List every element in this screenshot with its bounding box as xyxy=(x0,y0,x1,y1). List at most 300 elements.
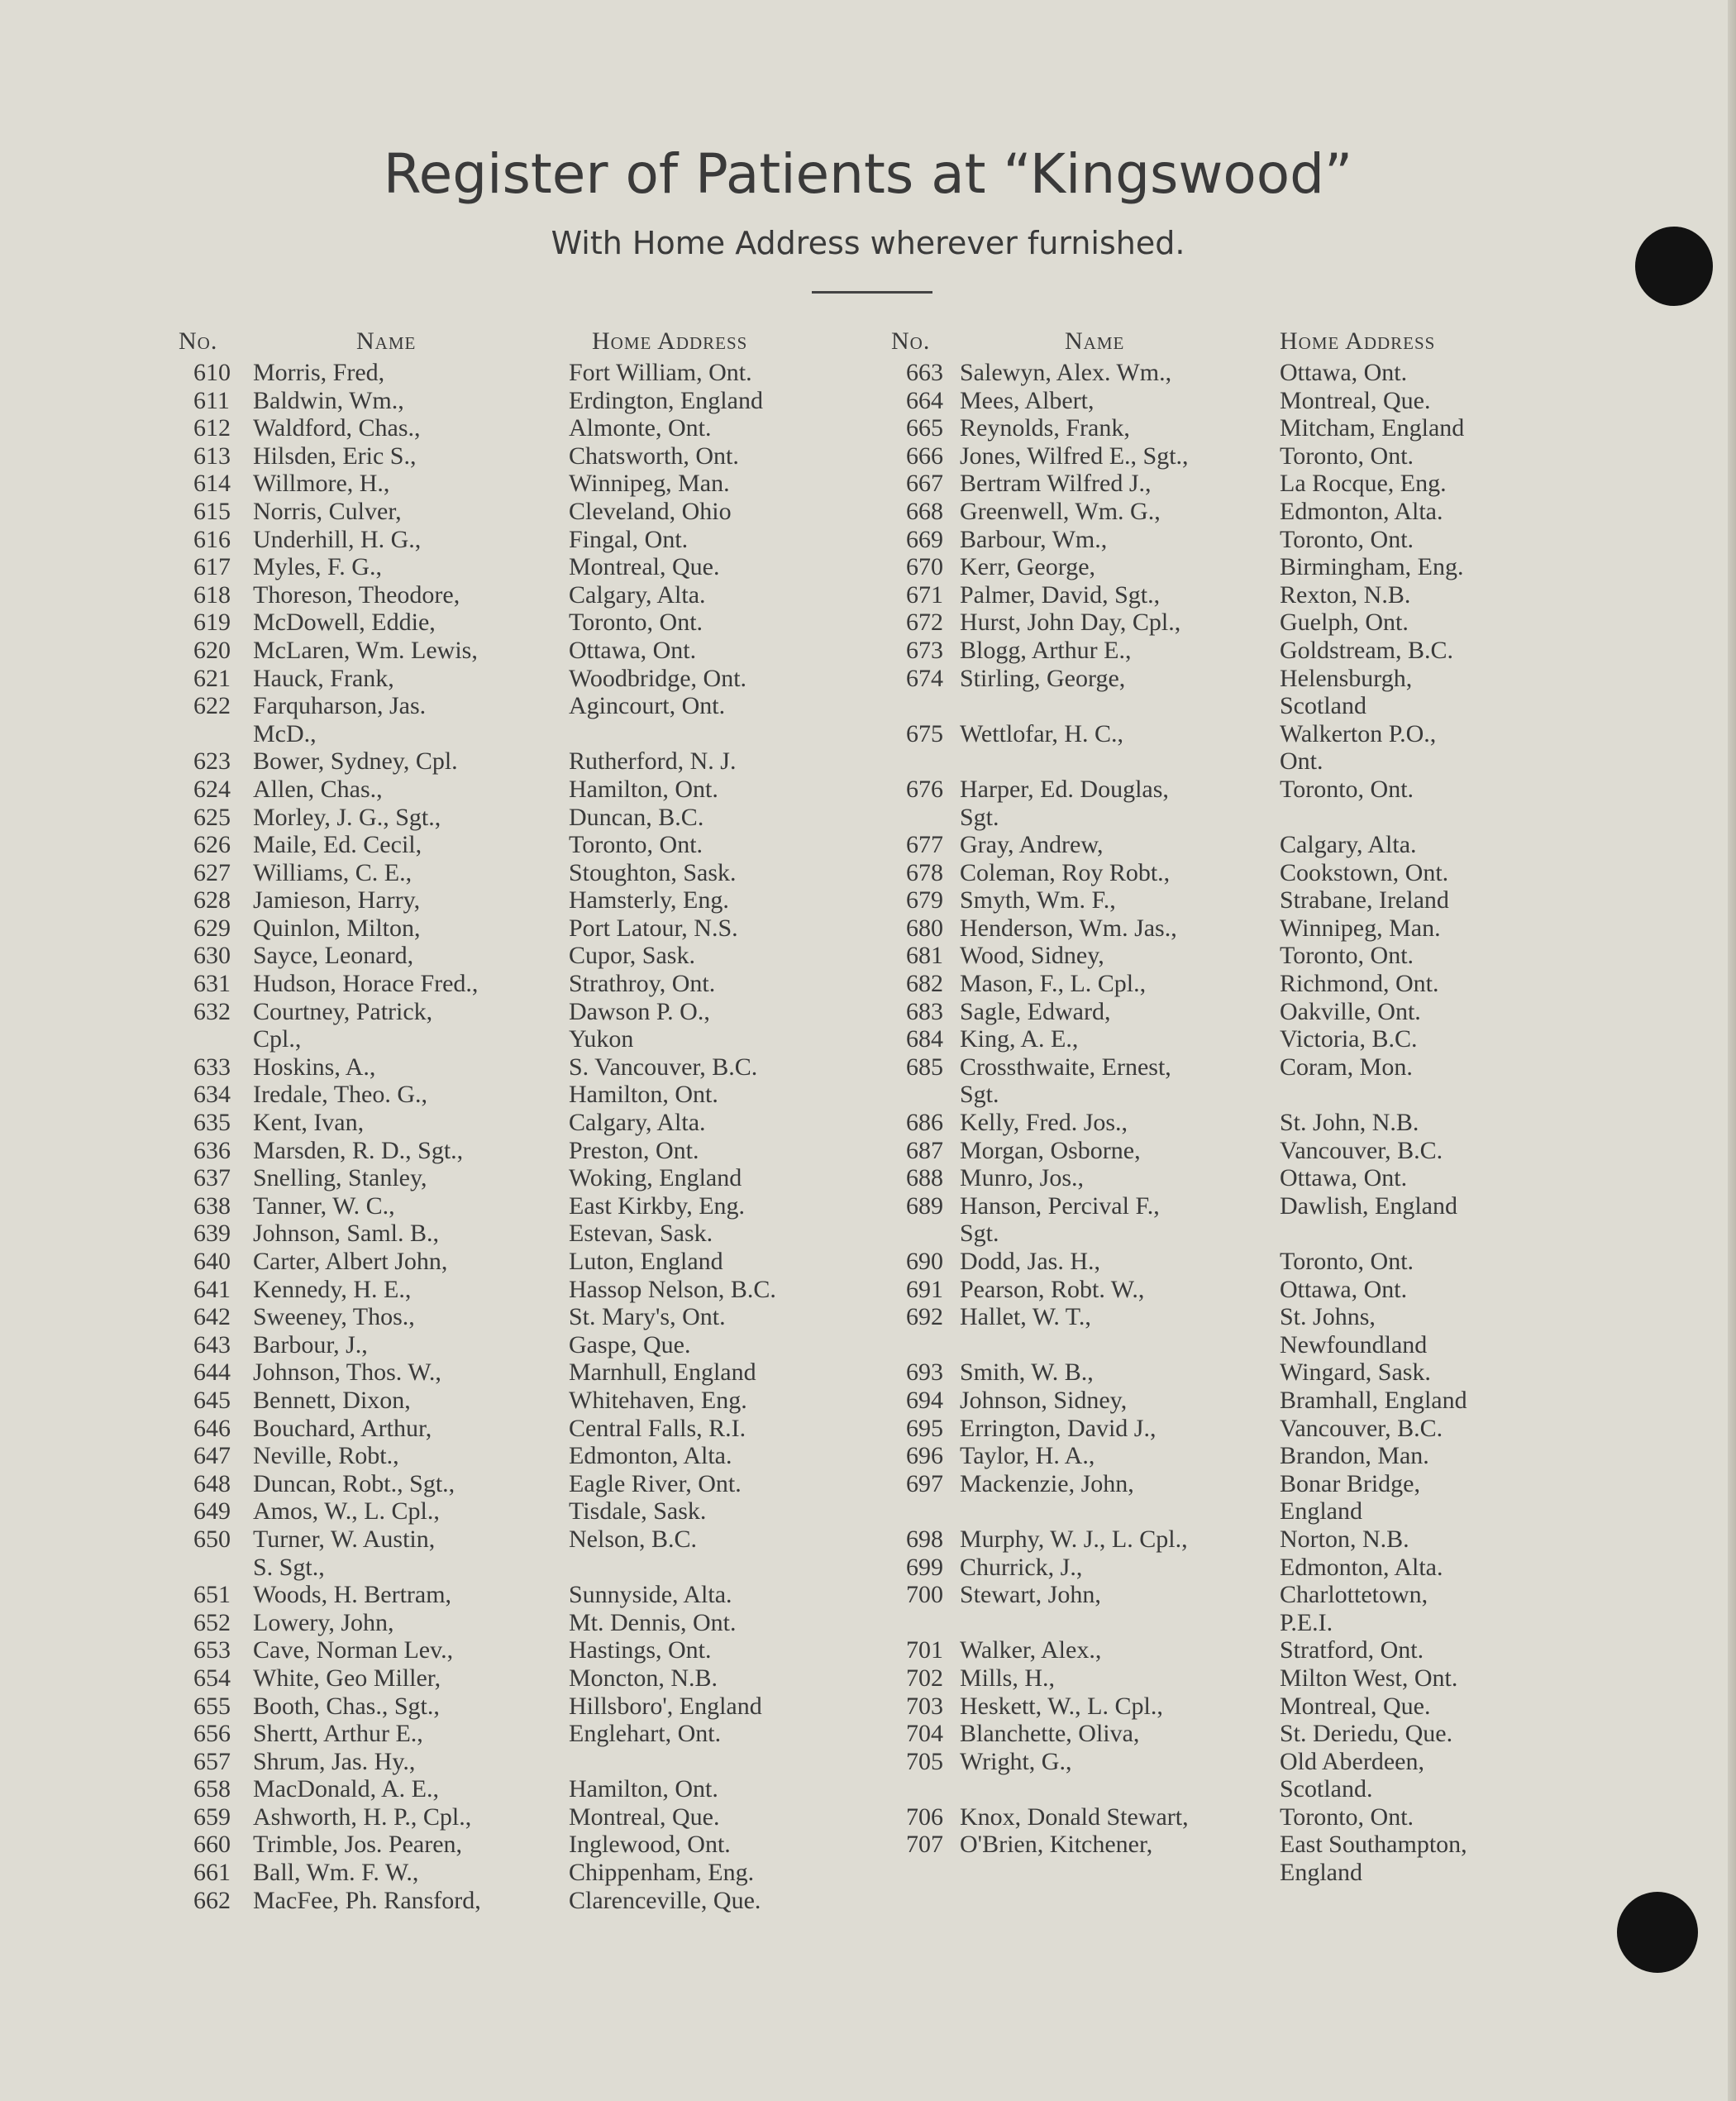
entry-number: 663 xyxy=(906,359,943,386)
register-entry xyxy=(891,526,1619,554)
register-entry xyxy=(179,914,906,943)
home-address: St. Mary's, Ont. xyxy=(569,1303,726,1331)
register-entry xyxy=(179,1164,906,1192)
register-entry xyxy=(179,831,906,859)
entry-number: 684 xyxy=(906,1025,943,1053)
home-address: Nelson, B.C. xyxy=(569,1525,698,1553)
patient-name: Carter, Albert John, xyxy=(253,1248,448,1275)
home-address: Coram, Mon. xyxy=(1280,1053,1413,1081)
patient-name: Jones, Wilfred E., Sgt., xyxy=(960,442,1189,470)
entry-number: 621 xyxy=(193,664,231,692)
home-address: Ottawa, Ont. xyxy=(569,636,697,664)
register-entry xyxy=(179,1497,906,1526)
patient-name: Lowery, John, xyxy=(253,1608,394,1636)
patient-name: Hanson, Percival F., Sgt. xyxy=(960,1191,1160,1248)
patient-name: Salewyn, Alex. Wm., xyxy=(960,359,1172,386)
register-entry xyxy=(179,1387,906,1415)
register-entry xyxy=(179,637,906,665)
entry-number: 611 xyxy=(193,386,230,414)
entry-number: 657 xyxy=(193,1747,231,1775)
patient-name: Reynolds, Frank, xyxy=(960,414,1130,442)
entry-number: 672 xyxy=(906,609,943,637)
register-entry xyxy=(179,776,906,804)
patient-name: Hallet, W. T., xyxy=(960,1303,1091,1331)
patient-name: Hoskins, A., xyxy=(253,1053,376,1081)
home-address: Helensburgh, Scotland xyxy=(1280,664,1413,720)
patient-name: Bower, Sydney, Cpl. xyxy=(253,747,458,776)
entry-number: 615 xyxy=(193,497,231,525)
patient-name: Morley, J. G., Sgt., xyxy=(253,803,441,831)
register-entry xyxy=(891,970,1619,998)
entry-number: 618 xyxy=(193,580,231,609)
column-header xyxy=(891,327,1619,359)
patient-name: Dodd, Jas. H., xyxy=(960,1248,1100,1275)
entry-number: 677 xyxy=(906,831,943,859)
patient-name: Cave, Norman Lev., xyxy=(253,1636,454,1664)
entry-number: 706 xyxy=(906,1803,943,1831)
register-entry xyxy=(179,387,906,415)
register-entry xyxy=(179,1470,906,1498)
patient-name: Stirling, George, xyxy=(960,664,1126,692)
register-entries xyxy=(179,359,906,1914)
entry-number: 654 xyxy=(193,1664,231,1692)
register-entry xyxy=(179,665,906,693)
register-entry xyxy=(179,1331,906,1359)
register-entry xyxy=(179,470,906,498)
entry-number: 628 xyxy=(193,886,231,914)
patient-name: Murphy, W. J., L. Cpl., xyxy=(960,1525,1188,1553)
register-entry xyxy=(891,1358,1619,1387)
patient-name: Errington, David J., xyxy=(960,1414,1157,1442)
home-address: Montreal, Que. xyxy=(569,1803,720,1831)
register-entry xyxy=(179,609,906,637)
register-entry xyxy=(891,1164,1619,1192)
patient-name: Snelling, Stanley, xyxy=(253,1164,427,1192)
entry-number: 638 xyxy=(193,1191,231,1220)
home-address: Victoria, B.C. xyxy=(1280,1025,1418,1053)
register-entry xyxy=(179,804,906,832)
home-address: St. Deriedu, Que. xyxy=(1280,1720,1453,1748)
register-entry xyxy=(179,1358,906,1387)
header-name: Name xyxy=(1065,327,1125,355)
register-entry xyxy=(891,859,1619,887)
home-address: Stoughton, Sask. xyxy=(569,858,737,886)
patient-name: Johnson, Saml. B., xyxy=(253,1220,440,1248)
patient-name: Johnson, Sidney, xyxy=(960,1386,1128,1414)
register-entry xyxy=(179,1442,906,1470)
register-entry xyxy=(891,1581,1619,1636)
home-address: Bonar Bridge, England xyxy=(1280,1469,1420,1526)
home-address: Dawson P. O., Yukon xyxy=(569,997,710,1053)
patient-name: Mees, Albert, xyxy=(960,386,1095,414)
patient-name: Duncan, Robt., Sgt., xyxy=(253,1469,455,1497)
patient-name: Jamieson, Harry, xyxy=(253,886,421,914)
home-address: Almonte, Ont. xyxy=(569,414,712,442)
register-entry xyxy=(891,1192,1619,1248)
entry-number: 707 xyxy=(906,1831,943,1859)
home-address: Montreal, Que. xyxy=(1280,386,1431,414)
home-address: Milton West, Ont. xyxy=(1280,1664,1458,1692)
register-entry xyxy=(891,998,1619,1026)
register-entry xyxy=(891,1470,1619,1526)
entry-number: 652 xyxy=(193,1608,231,1636)
entry-number: 694 xyxy=(906,1386,943,1414)
register-entry xyxy=(891,886,1619,914)
register-entry xyxy=(179,1109,906,1137)
entry-number: 691 xyxy=(906,1275,943,1303)
entry-number: 651 xyxy=(193,1581,231,1609)
patient-name: Smith, W. B., xyxy=(960,1358,1094,1387)
register-entry xyxy=(179,1775,906,1803)
patient-name: Blanchette, Oliva, xyxy=(960,1720,1140,1748)
patient-name: Henderson, Wm. Jas., xyxy=(960,914,1177,942)
patient-name: Shertt, Arthur E., xyxy=(253,1720,423,1748)
patient-name: Crossthwaite, Ernest, Sgt. xyxy=(960,1053,1171,1109)
register-entry xyxy=(891,470,1619,498)
patient-name: Trimble, Jos. Pearen, xyxy=(253,1831,463,1859)
entry-number: 702 xyxy=(906,1664,943,1692)
entry-number: 641 xyxy=(193,1275,231,1303)
header-no: No. xyxy=(179,327,218,355)
home-address: Woking, England xyxy=(569,1164,742,1192)
home-address: Cleveland, Ohio xyxy=(569,497,732,525)
entry-number: 700 xyxy=(906,1581,943,1609)
home-address: St. John, N.B. xyxy=(1280,1109,1419,1137)
entry-number: 675 xyxy=(906,719,943,747)
patient-name: Baldwin, Wm., xyxy=(253,386,404,414)
page-edge xyxy=(1728,0,1736,2101)
home-address: Birmingham, Eng. xyxy=(1280,553,1464,581)
register-entry xyxy=(179,1636,906,1664)
register-entry xyxy=(179,1248,906,1276)
patient-name: Mason, F., L. Cpl., xyxy=(960,970,1147,998)
register-entry xyxy=(891,1276,1619,1304)
home-address: Preston, Ont. xyxy=(569,1136,699,1164)
home-address: Calgary, Alta. xyxy=(569,1109,706,1137)
home-address: Toronto, Ont. xyxy=(1280,442,1414,470)
patient-name: Booth, Chas., Sgt., xyxy=(253,1692,440,1720)
entry-number: 695 xyxy=(906,1414,943,1442)
home-address: Brandon, Man. xyxy=(1280,1442,1429,1470)
register-entry xyxy=(891,1303,1619,1358)
entry-number: 646 xyxy=(193,1414,231,1442)
home-address: Gaspe, Que. xyxy=(569,1330,691,1358)
patient-name: Kent, Ivan, xyxy=(253,1109,365,1137)
patient-name: Ball, Wm. F. W., xyxy=(253,1859,419,1887)
home-address: Chatsworth, Ont. xyxy=(569,442,739,470)
register-entry xyxy=(891,831,1619,859)
register-entry xyxy=(891,553,1619,581)
entry-number: 662 xyxy=(193,1886,231,1914)
entry-number: 688 xyxy=(906,1164,943,1192)
patient-name: Woods, H. Bertram, xyxy=(253,1581,452,1609)
register-column-right xyxy=(891,327,1619,1887)
patient-name: Myles, F. G., xyxy=(253,553,382,581)
entry-number: 625 xyxy=(193,803,231,831)
home-address: Hamilton, Ont. xyxy=(569,1775,718,1803)
home-address: Norton, N.B. xyxy=(1280,1525,1409,1553)
register-entry xyxy=(891,942,1619,970)
entry-number: 698 xyxy=(906,1525,943,1553)
entry-number: 619 xyxy=(193,609,231,637)
register-entry xyxy=(179,1137,906,1165)
home-address: Calgary, Alta. xyxy=(1280,831,1417,859)
home-address: Oakville, Ont. xyxy=(1280,997,1421,1025)
register-entry xyxy=(891,1554,1619,1582)
register-entry xyxy=(179,1081,906,1109)
register-entry xyxy=(179,526,906,554)
register-entry xyxy=(891,1720,1619,1748)
patient-name: Courtney, Patrick, Cpl., xyxy=(253,997,433,1053)
home-address: Vancouver, B.C. xyxy=(1280,1414,1443,1442)
patient-name: Amos, W., L. Cpl., xyxy=(253,1497,440,1526)
home-address: Cookstown, Ont. xyxy=(1280,858,1449,886)
register-entry xyxy=(891,1137,1619,1165)
header-address: Home Address xyxy=(592,327,748,355)
patient-name: Hurst, John Day, Cpl., xyxy=(960,609,1181,637)
register-entry xyxy=(891,1442,1619,1470)
patient-name: Taylor, H. A., xyxy=(960,1442,1095,1470)
home-address: Woodbridge, Ont. xyxy=(569,664,747,692)
register-entry xyxy=(179,359,906,387)
patient-name: Sagle, Edward, xyxy=(960,997,1111,1025)
home-address: Hillsboro', England xyxy=(569,1692,762,1720)
patient-name: McDowell, Eddie, xyxy=(253,609,436,637)
register-entry xyxy=(891,1831,1619,1886)
patient-name: Kerr, George, xyxy=(960,553,1096,581)
home-address: Tisdale, Sask. xyxy=(569,1497,707,1526)
register-entry xyxy=(891,387,1619,415)
register-entry xyxy=(891,1526,1619,1554)
column-header xyxy=(179,327,906,359)
register-entry xyxy=(891,914,1619,943)
register-entry xyxy=(891,1248,1619,1276)
patient-name: Stewart, John, xyxy=(960,1581,1101,1609)
binder-hole-bottom xyxy=(1617,1892,1698,1973)
entry-number: 689 xyxy=(906,1191,943,1220)
entry-number: 668 xyxy=(906,497,943,525)
patient-name: Ashworth, H. P., Cpl., xyxy=(253,1803,472,1831)
entry-number: 678 xyxy=(906,858,943,886)
home-address: Hamsterly, Eng. xyxy=(569,886,729,914)
patient-name: Wettlofar, H. C., xyxy=(960,719,1124,747)
home-address: Winnipeg, Man. xyxy=(569,470,730,498)
register-entry xyxy=(891,776,1619,831)
entry-number: 699 xyxy=(906,1553,943,1581)
entry-number: 616 xyxy=(193,525,231,553)
patient-name: O'Brien, Kitchener, xyxy=(960,1831,1153,1859)
home-address: Guelph, Ont. xyxy=(1280,609,1409,637)
home-address: Toronto, Ont. xyxy=(1280,1248,1414,1275)
entry-number: 610 xyxy=(193,359,231,386)
home-address: Winnipeg, Man. xyxy=(1280,914,1441,942)
entry-number: 649 xyxy=(193,1497,231,1526)
entry-number: 685 xyxy=(906,1053,943,1081)
patient-name: Wright, G., xyxy=(960,1747,1072,1775)
home-address: Cupor, Sask. xyxy=(569,942,695,970)
home-address: East Kirkby, Eng. xyxy=(569,1191,746,1220)
entry-number: 696 xyxy=(906,1442,943,1470)
entry-number: 631 xyxy=(193,970,231,998)
register-entry xyxy=(179,1303,906,1331)
home-address: Strathroy, Ont. xyxy=(569,970,716,998)
entry-number: 637 xyxy=(193,1164,231,1192)
home-address: Ottawa, Ont. xyxy=(1280,359,1408,386)
patient-name: Turner, W. Austin, S. Sgt., xyxy=(253,1525,436,1581)
home-address: Toronto, Ont. xyxy=(1280,942,1414,970)
entry-number: 645 xyxy=(193,1386,231,1414)
home-address: Toronto, Ont. xyxy=(1280,1803,1414,1831)
home-address: Vancouver, B.C. xyxy=(1280,1136,1443,1164)
title-rule xyxy=(812,291,932,294)
patient-name: Iredale, Theo. G., xyxy=(253,1081,428,1109)
home-address: La Rocque, Eng. xyxy=(1280,470,1447,498)
home-address: Charlottetown, P.E.I. xyxy=(1280,1581,1428,1636)
register-entry xyxy=(179,692,906,747)
register-entry xyxy=(179,998,906,1053)
entry-number: 642 xyxy=(193,1303,231,1331)
patient-name: Shrum, Jas. Hy., xyxy=(253,1747,416,1775)
register-entry xyxy=(179,1526,906,1581)
entry-number: 679 xyxy=(906,886,943,914)
register-entry xyxy=(179,1581,906,1609)
entry-number: 682 xyxy=(906,970,943,998)
patient-name: Underhill, H. G., xyxy=(253,525,422,553)
home-address: East Southampton, England xyxy=(1280,1831,1467,1887)
patient-name: Morris, Fred, xyxy=(253,359,385,386)
patient-name: King, A. E., xyxy=(960,1025,1079,1053)
entry-number: 670 xyxy=(906,553,943,581)
entry-number: 635 xyxy=(193,1109,231,1137)
home-address: Fingal, Ont. xyxy=(569,525,689,553)
patient-name: Bennett, Dixon, xyxy=(253,1386,411,1414)
entry-number: 632 xyxy=(193,997,231,1025)
register-entry xyxy=(891,1025,1619,1053)
entry-number: 667 xyxy=(906,470,943,498)
entry-number: 671 xyxy=(906,580,943,609)
patient-name: Farquharson, Jas. McD., xyxy=(253,692,427,747)
entry-number: 665 xyxy=(906,414,943,442)
patient-name: Norris, Culver, xyxy=(253,497,402,525)
register-entry xyxy=(891,359,1619,387)
entry-number: 664 xyxy=(906,386,943,414)
patient-name: Munro, Jos., xyxy=(960,1164,1085,1192)
home-address: Hamilton, Ont. xyxy=(569,775,718,803)
home-address: Rexton, N.B. xyxy=(1280,580,1411,609)
patient-name: Heskett, W., L. Cpl., xyxy=(960,1692,1163,1720)
register-entry xyxy=(891,1636,1619,1664)
register-entry xyxy=(891,720,1619,776)
entry-number: 659 xyxy=(193,1803,231,1831)
entry-number: 612 xyxy=(193,414,231,442)
entry-number: 661 xyxy=(193,1859,231,1887)
entry-number: 640 xyxy=(193,1248,231,1275)
home-address: Montreal, Que. xyxy=(569,553,720,581)
patient-name: Palmer, David, Sgt., xyxy=(960,580,1161,609)
home-address: Montreal, Que. xyxy=(1280,1692,1431,1720)
home-address: Duncan, B.C. xyxy=(569,803,704,831)
patient-name: Marsden, R. D., Sgt., xyxy=(253,1136,464,1164)
register-column-left xyxy=(179,327,906,1914)
home-address: Bramhall, England xyxy=(1280,1386,1467,1414)
home-address: Moncton, N.B. xyxy=(569,1664,718,1692)
register-entry xyxy=(179,1720,906,1748)
patient-name: Waldford, Chas., xyxy=(253,414,421,442)
patient-name: Gray, Andrew, xyxy=(960,831,1104,859)
home-address: Toronto, Ont. xyxy=(569,609,703,637)
patient-name: Allen, Chas., xyxy=(253,775,383,803)
patient-name: Blogg, Arthur E., xyxy=(960,636,1132,664)
register-entry xyxy=(179,1192,906,1220)
entry-number: 636 xyxy=(193,1136,231,1164)
register-entry xyxy=(891,665,1619,720)
entry-number: 633 xyxy=(193,1053,231,1081)
home-address: Englehart, Ont. xyxy=(569,1720,722,1748)
register-entry xyxy=(891,637,1619,665)
register-entry xyxy=(891,1053,1619,1109)
patient-name: Thoreson, Theodore, xyxy=(253,580,460,609)
register-entry xyxy=(179,1748,906,1776)
home-address: Rutherford, N. J. xyxy=(569,747,737,776)
header-address: Home Address xyxy=(1280,327,1436,355)
entry-number: 669 xyxy=(906,525,943,553)
patient-name: White, Geo Miller, xyxy=(253,1664,441,1692)
entry-number: 687 xyxy=(906,1136,943,1164)
register-entry xyxy=(179,942,906,970)
home-address: Central Falls, R.I. xyxy=(569,1414,746,1442)
patient-name: Neville, Robt., xyxy=(253,1442,399,1470)
home-address: Walkerton P.O., Ont. xyxy=(1280,719,1437,776)
entry-number: 643 xyxy=(193,1330,231,1358)
patient-name: McLaren, Wm. Lewis, xyxy=(253,636,478,664)
home-address: Hastings, Ont. xyxy=(569,1636,712,1664)
patient-name: Willmore, H., xyxy=(253,470,390,498)
entry-number: 630 xyxy=(193,942,231,970)
entry-number: 622 xyxy=(193,692,231,720)
entry-number: 650 xyxy=(193,1525,231,1553)
entry-number: 681 xyxy=(906,942,943,970)
register-entry xyxy=(179,1859,906,1887)
home-address: St. Johns, Newfoundland xyxy=(1280,1303,1428,1358)
entry-number: 624 xyxy=(193,775,231,803)
home-address: Strabane, Ireland xyxy=(1280,886,1449,914)
patient-name: Bertram Wilfred J., xyxy=(960,470,1152,498)
patient-name: Pearson, Robt. W., xyxy=(960,1275,1145,1303)
entry-number: 626 xyxy=(193,831,231,859)
entry-number: 623 xyxy=(193,747,231,776)
register-entry xyxy=(891,1693,1619,1721)
home-address: Dawlish, England xyxy=(1280,1191,1457,1220)
home-address: Clarenceville, Que. xyxy=(569,1886,761,1914)
entry-number: 666 xyxy=(906,442,943,470)
home-address: Richmond, Ont. xyxy=(1280,970,1439,998)
entry-number: 656 xyxy=(193,1720,231,1748)
home-address: Hamilton, Ont. xyxy=(569,1081,718,1109)
entry-number: 634 xyxy=(193,1081,231,1109)
home-address: Old Aberdeen, Scotland. xyxy=(1280,1747,1424,1803)
home-address: Sunnyside, Alta. xyxy=(569,1581,732,1609)
entry-number: 704 xyxy=(906,1720,943,1748)
home-address: Luton, England xyxy=(569,1248,723,1275)
register-entry xyxy=(891,442,1619,470)
patient-name: Sayce, Leonard, xyxy=(253,942,414,970)
register-entry xyxy=(179,1053,906,1082)
home-address: Port Latour, N.S. xyxy=(569,914,738,942)
patient-name: Kelly, Fred. Jos., xyxy=(960,1109,1128,1137)
entry-number: 639 xyxy=(193,1220,231,1248)
patient-name: Mills, H., xyxy=(960,1664,1056,1692)
register-entry xyxy=(179,886,906,914)
